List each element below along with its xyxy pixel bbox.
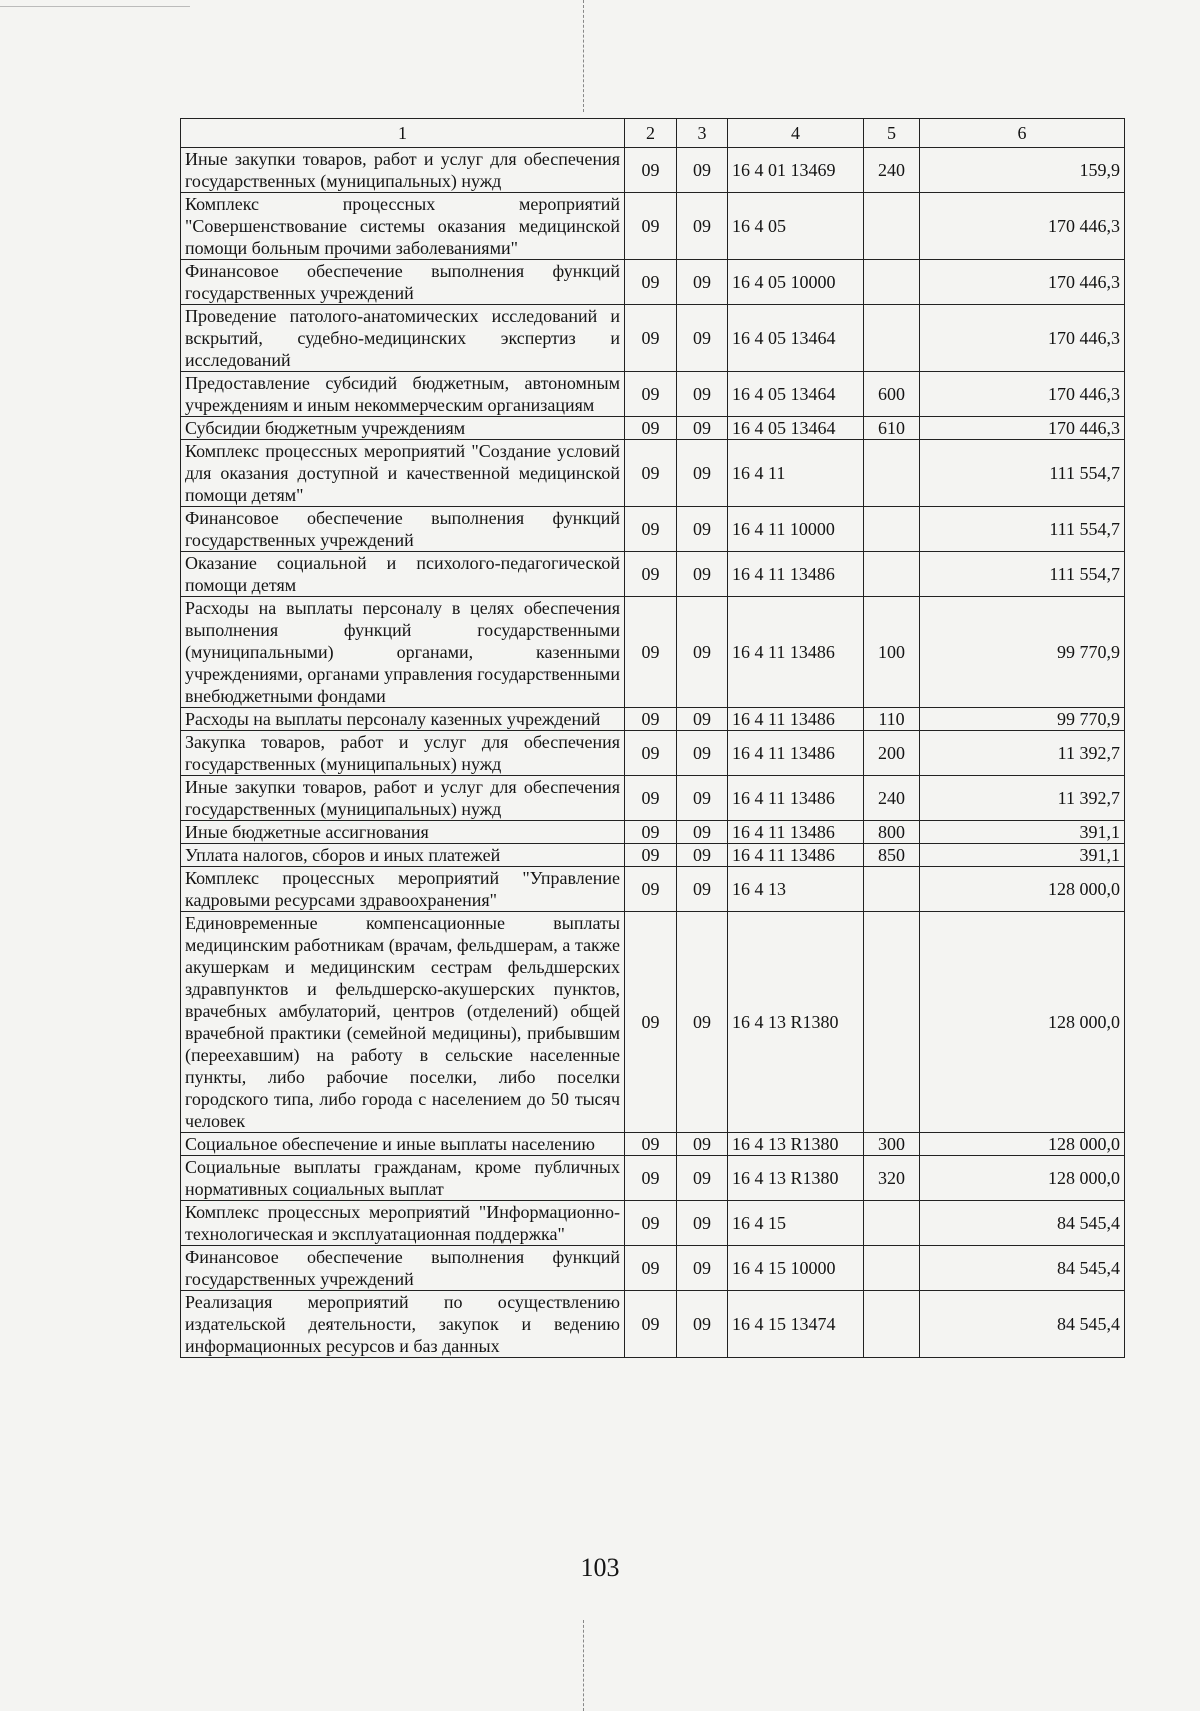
header-col-3: 3 <box>677 119 728 148</box>
table-row <box>181 844 1125 867</box>
row-amount: 159,9 <box>920 148 1125 193</box>
row-expense-type <box>864 260 920 305</box>
row-expense-type: 600 <box>864 372 920 417</box>
row-target-article: 16 4 11 13486 <box>728 552 864 597</box>
row-subsection: 09 <box>677 1133 728 1156</box>
table-row <box>181 1246 1125 1291</box>
row-target-article: 16 4 11 13486 <box>728 597 864 708</box>
row-expense-type: 320 <box>864 1156 920 1201</box>
row-expense-type: 800 <box>864 821 920 844</box>
row-subsection: 09 <box>677 867 728 912</box>
row-expense-type: 100 <box>864 597 920 708</box>
row-amount: 128 000,0 <box>920 912 1125 1133</box>
row-subsection: 09 <box>677 305 728 372</box>
row-amount: 170 446,3 <box>920 260 1125 305</box>
table-row <box>181 597 1125 708</box>
row-expense-type <box>864 1246 920 1291</box>
row-name: Расходы на выплаты персоналу в целях обеспечения выполнения функций государственными (муниципальными) органами, казенными учреждениями, органами управления государственными внебюджетными фондами <box>181 597 625 708</box>
row-name: Финансовое обеспечение выполнения функций государственных учреждений <box>181 260 625 305</box>
row-target-article: 16 4 05 13464 <box>728 305 864 372</box>
table-row <box>181 417 1125 440</box>
table-row <box>181 440 1125 507</box>
row-target-article: 16 4 11 13486 <box>728 844 864 867</box>
row-amount: 391,1 <box>920 844 1125 867</box>
row-name: Иные бюджетные ассигнования <box>181 821 625 844</box>
row-subsection: 09 <box>677 1201 728 1246</box>
row-target-article: 16 4 13 R1380 <box>728 1156 864 1201</box>
table-row <box>181 148 1125 193</box>
row-amount: 128 000,0 <box>920 1133 1125 1156</box>
binding-mark-top <box>583 0 584 112</box>
row-expense-type <box>864 867 920 912</box>
row-subsection: 09 <box>677 821 728 844</box>
row-amount: 99 770,9 <box>920 708 1125 731</box>
scan-edge-line <box>0 6 190 7</box>
row-subsection: 09 <box>677 507 728 552</box>
row-expense-type <box>864 552 920 597</box>
header-row <box>181 119 1125 148</box>
row-section: 09 <box>625 260 677 305</box>
row-target-article: 16 4 01 13469 <box>728 148 864 193</box>
row-target-article: 16 4 11 10000 <box>728 507 864 552</box>
table-row <box>181 1201 1125 1246</box>
row-expense-type <box>864 1201 920 1246</box>
row-amount: 170 446,3 <box>920 305 1125 372</box>
row-name: Комплекс процессных мероприятий "Управление кадровыми ресурсами здравоохранения" <box>181 867 625 912</box>
row-name: Комплекс процессных мероприятий "Совершенствование системы оказания медицинской помощи больным прочими заболеваниями" <box>181 193 625 260</box>
row-subsection: 09 <box>677 1291 728 1358</box>
table-row <box>181 912 1125 1133</box>
row-amount: 99 770,9 <box>920 597 1125 708</box>
table-row <box>181 507 1125 552</box>
row-amount: 170 446,3 <box>920 372 1125 417</box>
row-name: Социальные выплаты гражданам, кроме публичных нормативных социальных выплат <box>181 1156 625 1201</box>
row-amount: 170 446,3 <box>920 193 1125 260</box>
row-amount: 111 554,7 <box>920 552 1125 597</box>
table-row <box>181 1291 1125 1358</box>
row-target-article: 16 4 11 13486 <box>728 821 864 844</box>
row-target-article: 16 4 13 R1380 <box>728 912 864 1133</box>
row-expense-type <box>864 440 920 507</box>
row-section: 09 <box>625 1156 677 1201</box>
row-expense-type <box>864 1291 920 1358</box>
row-section: 09 <box>625 776 677 821</box>
row-name: Реализация мероприятий по осуществлению издательской деятельности, закупок и ведению информационных ресурсов и баз данных <box>181 1291 625 1358</box>
row-section: 09 <box>625 708 677 731</box>
row-target-article: 16 4 05 13464 <box>728 417 864 440</box>
row-amount: 11 392,7 <box>920 731 1125 776</box>
row-target-article: 16 4 15 <box>728 1201 864 1246</box>
table-row <box>181 867 1125 912</box>
row-name: Оказание социальной и психолого-педагогической помощи детям <box>181 552 625 597</box>
row-target-article: 16 4 05 <box>728 193 864 260</box>
row-subsection: 09 <box>677 372 728 417</box>
row-expense-type: 240 <box>864 776 920 821</box>
row-expense-type: 240 <box>864 148 920 193</box>
row-name: Иные закупки товаров, работ и услуг для обеспечения государственных (муниципальных) нужд <box>181 776 625 821</box>
table-row <box>181 821 1125 844</box>
row-section: 09 <box>625 867 677 912</box>
row-expense-type: 200 <box>864 731 920 776</box>
header-col-2: 2 <box>625 119 677 148</box>
budget-table <box>180 118 1125 1358</box>
row-section: 09 <box>625 148 677 193</box>
row-expense-type: 850 <box>864 844 920 867</box>
row-target-article: 16 4 11 13486 <box>728 731 864 776</box>
row-name: Финансовое обеспечение выполнения функций государственных учреждений <box>181 1246 625 1291</box>
row-amount: 11 392,7 <box>920 776 1125 821</box>
row-section: 09 <box>625 731 677 776</box>
table-row <box>181 552 1125 597</box>
row-amount: 84 545,4 <box>920 1246 1125 1291</box>
row-target-article: 16 4 13 R1380 <box>728 1133 864 1156</box>
row-target-article: 16 4 05 13464 <box>728 372 864 417</box>
row-section: 09 <box>625 417 677 440</box>
header-col-6: 6 <box>920 119 1125 148</box>
row-expense-type <box>864 193 920 260</box>
row-expense-type <box>864 912 920 1133</box>
row-section: 09 <box>625 305 677 372</box>
row-subsection: 09 <box>677 440 728 507</box>
row-target-article: 16 4 15 10000 <box>728 1246 864 1291</box>
header-col-5: 5 <box>864 119 920 148</box>
row-section: 09 <box>625 1133 677 1156</box>
table-row <box>181 372 1125 417</box>
header-col-4: 4 <box>728 119 864 148</box>
row-section: 09 <box>625 552 677 597</box>
row-section: 09 <box>625 1201 677 1246</box>
row-section: 09 <box>625 821 677 844</box>
row-subsection: 09 <box>677 552 728 597</box>
row-section: 09 <box>625 844 677 867</box>
row-target-article: 16 4 11 13486 <box>728 708 864 731</box>
row-name: Единовременные компенсационные выплаты медицинским работникам (врачам, фельдшерам, а также акушеркам и медицинским сестрам фельдшерских здравпунктов и фельдшерско-акушерских пунктов, врачебных амбулаторий, центров (отделений) общей врачебной практики (семейной медицины), прибывшим (переехавшим) на работу в сельские населенные пункты, либо рабочие поселки, либо поселки городского типа, либо города с населением до 50 тысяч человек <box>181 912 625 1133</box>
row-section: 09 <box>625 507 677 552</box>
row-section: 09 <box>625 912 677 1133</box>
row-target-article: 16 4 13 <box>728 867 864 912</box>
row-section: 09 <box>625 372 677 417</box>
table-row <box>181 731 1125 776</box>
row-section: 09 <box>625 440 677 507</box>
row-target-article: 16 4 11 13486 <box>728 776 864 821</box>
row-section: 09 <box>625 1246 677 1291</box>
row-name: Социальное обеспечение и иные выплаты населению <box>181 1133 625 1156</box>
row-subsection: 09 <box>677 776 728 821</box>
table-row <box>181 193 1125 260</box>
row-name: Иные закупки товаров, работ и услуг для обеспечения государственных (муниципальных) нужд <box>181 148 625 193</box>
row-expense-type: 300 <box>864 1133 920 1156</box>
row-name: Комплекс процессных мероприятий "Информационно-технологическая и эксплуатационная поддержка" <box>181 1201 625 1246</box>
table-row <box>181 708 1125 731</box>
table-header <box>181 119 1125 148</box>
row-amount: 84 545,4 <box>920 1291 1125 1358</box>
table-row <box>181 1156 1125 1201</box>
row-expense-type: 110 <box>864 708 920 731</box>
row-subsection: 09 <box>677 148 728 193</box>
row-amount: 128 000,0 <box>920 1156 1125 1201</box>
row-amount: 111 554,7 <box>920 440 1125 507</box>
table-row <box>181 776 1125 821</box>
page-number: 103 <box>580 1553 620 1582</box>
row-amount: 391,1 <box>920 821 1125 844</box>
row-name: Предоставление субсидий бюджетным, автономным учреждениям и иным некоммерческим организациям <box>181 372 625 417</box>
row-subsection: 09 <box>677 260 728 305</box>
row-expense-type <box>864 305 920 372</box>
table-body <box>181 148 1125 1358</box>
row-name: Субсидии бюджетным учреждениям <box>181 417 625 440</box>
row-name: Закупка товаров, работ и услуг для обеспечения государственных (муниципальных) нужд <box>181 731 625 776</box>
row-name: Проведение патолого-анатомических исследований и вскрытий, судебно-медицинских экспертиз и исследований <box>181 305 625 372</box>
row-amount: 111 554,7 <box>920 507 1125 552</box>
header-col-1: 1 <box>181 119 625 148</box>
table-row <box>181 260 1125 305</box>
row-expense-type <box>864 507 920 552</box>
row-section: 09 <box>625 193 677 260</box>
row-name: Финансовое обеспечение выполнения функций государственных учреждений <box>181 507 625 552</box>
row-name: Расходы на выплаты персоналу казенных учреждений <box>181 708 625 731</box>
row-subsection: 09 <box>677 708 728 731</box>
row-name: Уплата налогов, сборов и иных платежей <box>181 844 625 867</box>
row-subsection: 09 <box>677 1246 728 1291</box>
row-subsection: 09 <box>677 193 728 260</box>
row-subsection: 09 <box>677 417 728 440</box>
row-section: 09 <box>625 1291 677 1358</box>
row-target-article: 16 4 05 10000 <box>728 260 864 305</box>
row-target-article: 16 4 15 13474 <box>728 1291 864 1358</box>
row-subsection: 09 <box>677 597 728 708</box>
row-amount: 84 545,4 <box>920 1201 1125 1246</box>
row-subsection: 09 <box>677 844 728 867</box>
row-target-article: 16 4 11 <box>728 440 864 507</box>
row-subsection: 09 <box>677 1156 728 1201</box>
binding-mark-bottom <box>583 1620 584 1711</box>
row-expense-type: 610 <box>864 417 920 440</box>
row-amount: 170 446,3 <box>920 417 1125 440</box>
row-section: 09 <box>625 597 677 708</box>
table-row <box>181 1133 1125 1156</box>
row-amount: 128 000,0 <box>920 867 1125 912</box>
row-subsection: 09 <box>677 731 728 776</box>
row-name: Комплекс процессных мероприятий "Создание условий для оказания доступной и качественной медицинской помощи детям" <box>181 440 625 507</box>
table-row <box>181 305 1125 372</box>
row-subsection: 09 <box>677 912 728 1133</box>
